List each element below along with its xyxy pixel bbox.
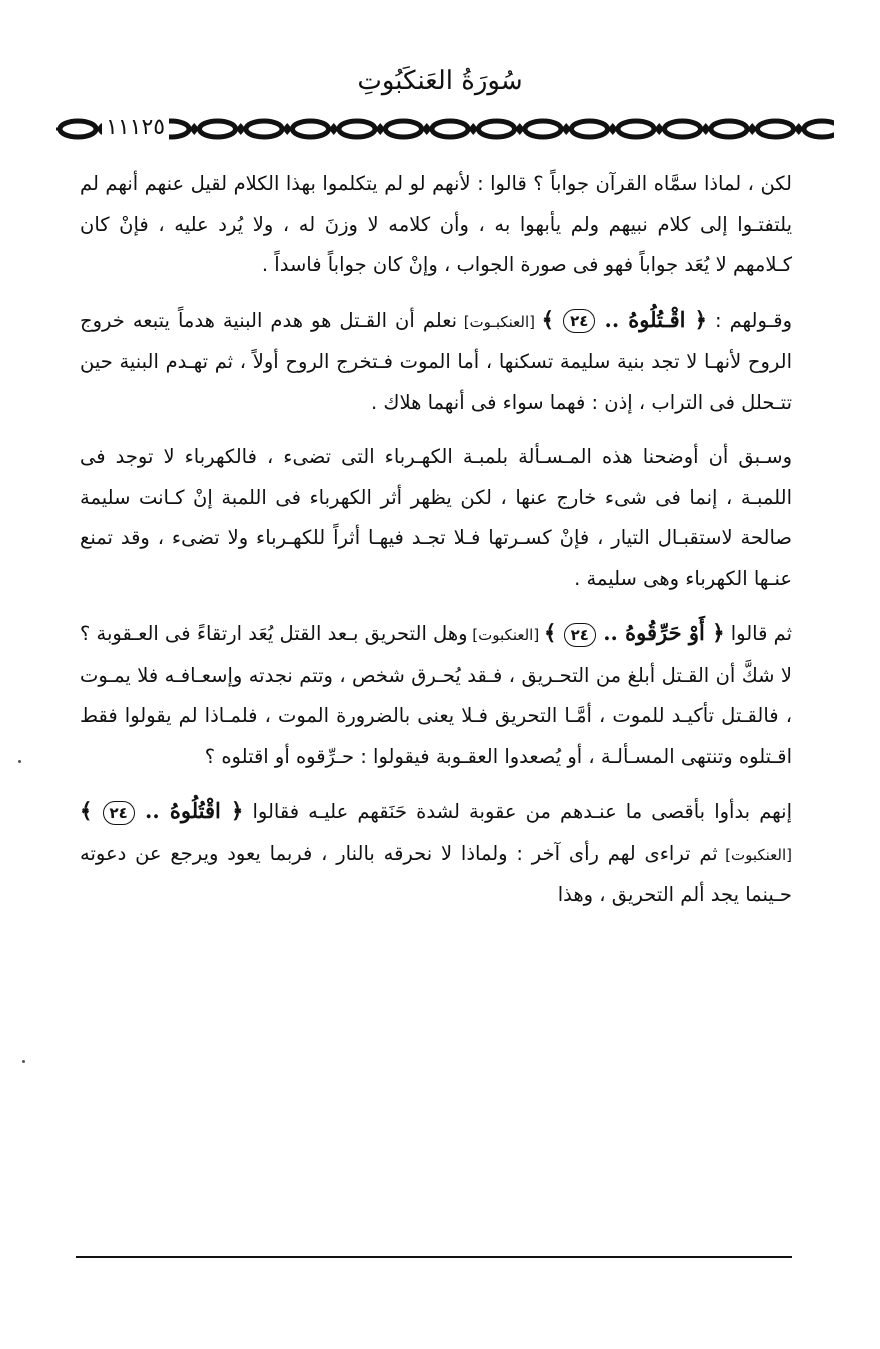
- border-oval: [665, 121, 701, 137]
- paragraph-text: ثم تراءى لهم رأى آخر : ولماذا لا نحرقه بالنار ، فربما يعود ويرجع عن دعوته حـينما يجد ألم التحريق ، وهذا: [80, 841, 792, 906]
- border-oval: [618, 121, 654, 137]
- paragraph-text: ثم قالوا: [724, 622, 792, 645]
- border-oval: [711, 121, 747, 137]
- surah-reference: [العنكبوت]: [717, 845, 793, 864]
- paragraph-text: لكن ، لماذا سمَّاه القرآن جواباً ؟ قالوا : لأنهم لو لم يتكلموا بهذا الكلام لقيل عنهم أنهم لم يلتفتـوا إلى كلام نبيهم ولم يأبهوا به ، وأن كلامه لا وزنَ له ، ولا يُرد عليه ، فإنْ كان كـلامهم لا يُعَد جواباً فهو فى صورة الجواب ، وإنْ كان جواباً فاسداً .: [80, 172, 792, 276]
- border-oval: [246, 121, 282, 137]
- border-oval: [60, 121, 96, 137]
- surah-reference: [العنكبوت]: [467, 626, 544, 644]
- scan-speck: [18, 760, 21, 763]
- border-oval: [804, 121, 834, 137]
- paragraph-text: وهل التحريق بـعد القتل يُعَد ارتقاءً فى العـقوبة ؟ لا شكَّ أن القـتل أبلغ من التحـريق ، فـقد يُحـرق شخص ، وتتم نجدته وإسعـافـه فلا يمـوت ، فالقـتل تأكيـد للموت ، أمَّـا التحريق فـلا يعنى بالضرورة الموت ، فلمـاذا لم يقولوا فقط اقـتلوه وتنتهى المسـألـة ، أو يُصعدوا العقـوبة فيقولوا : حـرِّقوه أو اقتلوه ؟: [80, 622, 792, 768]
- paragraph: [80, 613, 792, 777]
- border-oval: [525, 121, 561, 137]
- page-text: [80, 164, 792, 930]
- paragraph-text: نعلم أن القـتل هو هدم البنية هدماً يتبعه خروج الروح لأنهـا لا تجد بنية سليمة تسكنها ، أما الموت فـتخرج الروح أولاً ، ثم تهـدم البنية حين تتـحلل فى التراب ، إذن : فهما سواء فى أنهما هلاك .: [80, 308, 792, 414]
- border-oval: [432, 121, 468, 137]
- surah-title: سُورَةُ العَنكَبُوتِ: [357, 66, 523, 96]
- quran-quote: ﴿ اقْتُلُوهُ ..: [134, 798, 244, 823]
- surah-reference: [العنكبـوت]: [457, 312, 542, 331]
- border-oval: [200, 121, 236, 137]
- quran-quote: ﴿ اقْـتُلُوهُ ..: [595, 306, 707, 332]
- ayah-number-badge: ٢٤: [103, 801, 135, 825]
- paragraph: [80, 437, 792, 599]
- border-oval: [572, 121, 608, 137]
- border-oval: [293, 121, 329, 137]
- paragraph: [80, 791, 792, 916]
- border-oval: [386, 121, 422, 137]
- ornamental-border: [56, 116, 834, 142]
- quran-quote: ﴾: [543, 620, 564, 645]
- ayah-number-badge: ٢٤: [564, 623, 596, 647]
- scan-speck: [22, 1060, 25, 1063]
- paragraph-text: إنهم بدأوا بأقصى ما عنـدهم من عقوبة لشدة حَنَقهم عليـه فقالوا: [243, 800, 793, 823]
- quran-quote: ﴾: [80, 798, 103, 823]
- border-oval: [758, 121, 794, 137]
- ayah-number-badge: ٢٤: [563, 309, 595, 333]
- quran-quote: ﴿ أَوْ حَرِّقُوهُ ..: [595, 620, 725, 645]
- paragraph-text: وقـولهم :: [706, 308, 792, 332]
- paragraph-text: وسـبق أن أوضحنا هذه المـسـألة بلمبـة الكهـرباء التى تضىء ، فالكهرباء لا توجد فى اللمبـة ، إنما فى شىء خارج عنها ، لكن يظهر أثر الكهرباء فى اللمبة إنْ كـانت سليمة صالحة لاستقبـال التيار ، فإنْ كسـرتها فـلا تجـد فيهـا أثراً للكهـرباء ولا تضىء ، وقد تمنع عنـها الكهرباء وهى سليمة .: [80, 445, 792, 590]
- paragraph: [80, 164, 792, 286]
- footnote-divider: [76, 1256, 792, 1258]
- quran-quote: ﴾: [541, 306, 564, 332]
- border-oval: [479, 121, 515, 137]
- border-oval: [339, 121, 375, 137]
- page-number: ١١١٢٥: [102, 115, 169, 140]
- paragraph: [80, 300, 792, 424]
